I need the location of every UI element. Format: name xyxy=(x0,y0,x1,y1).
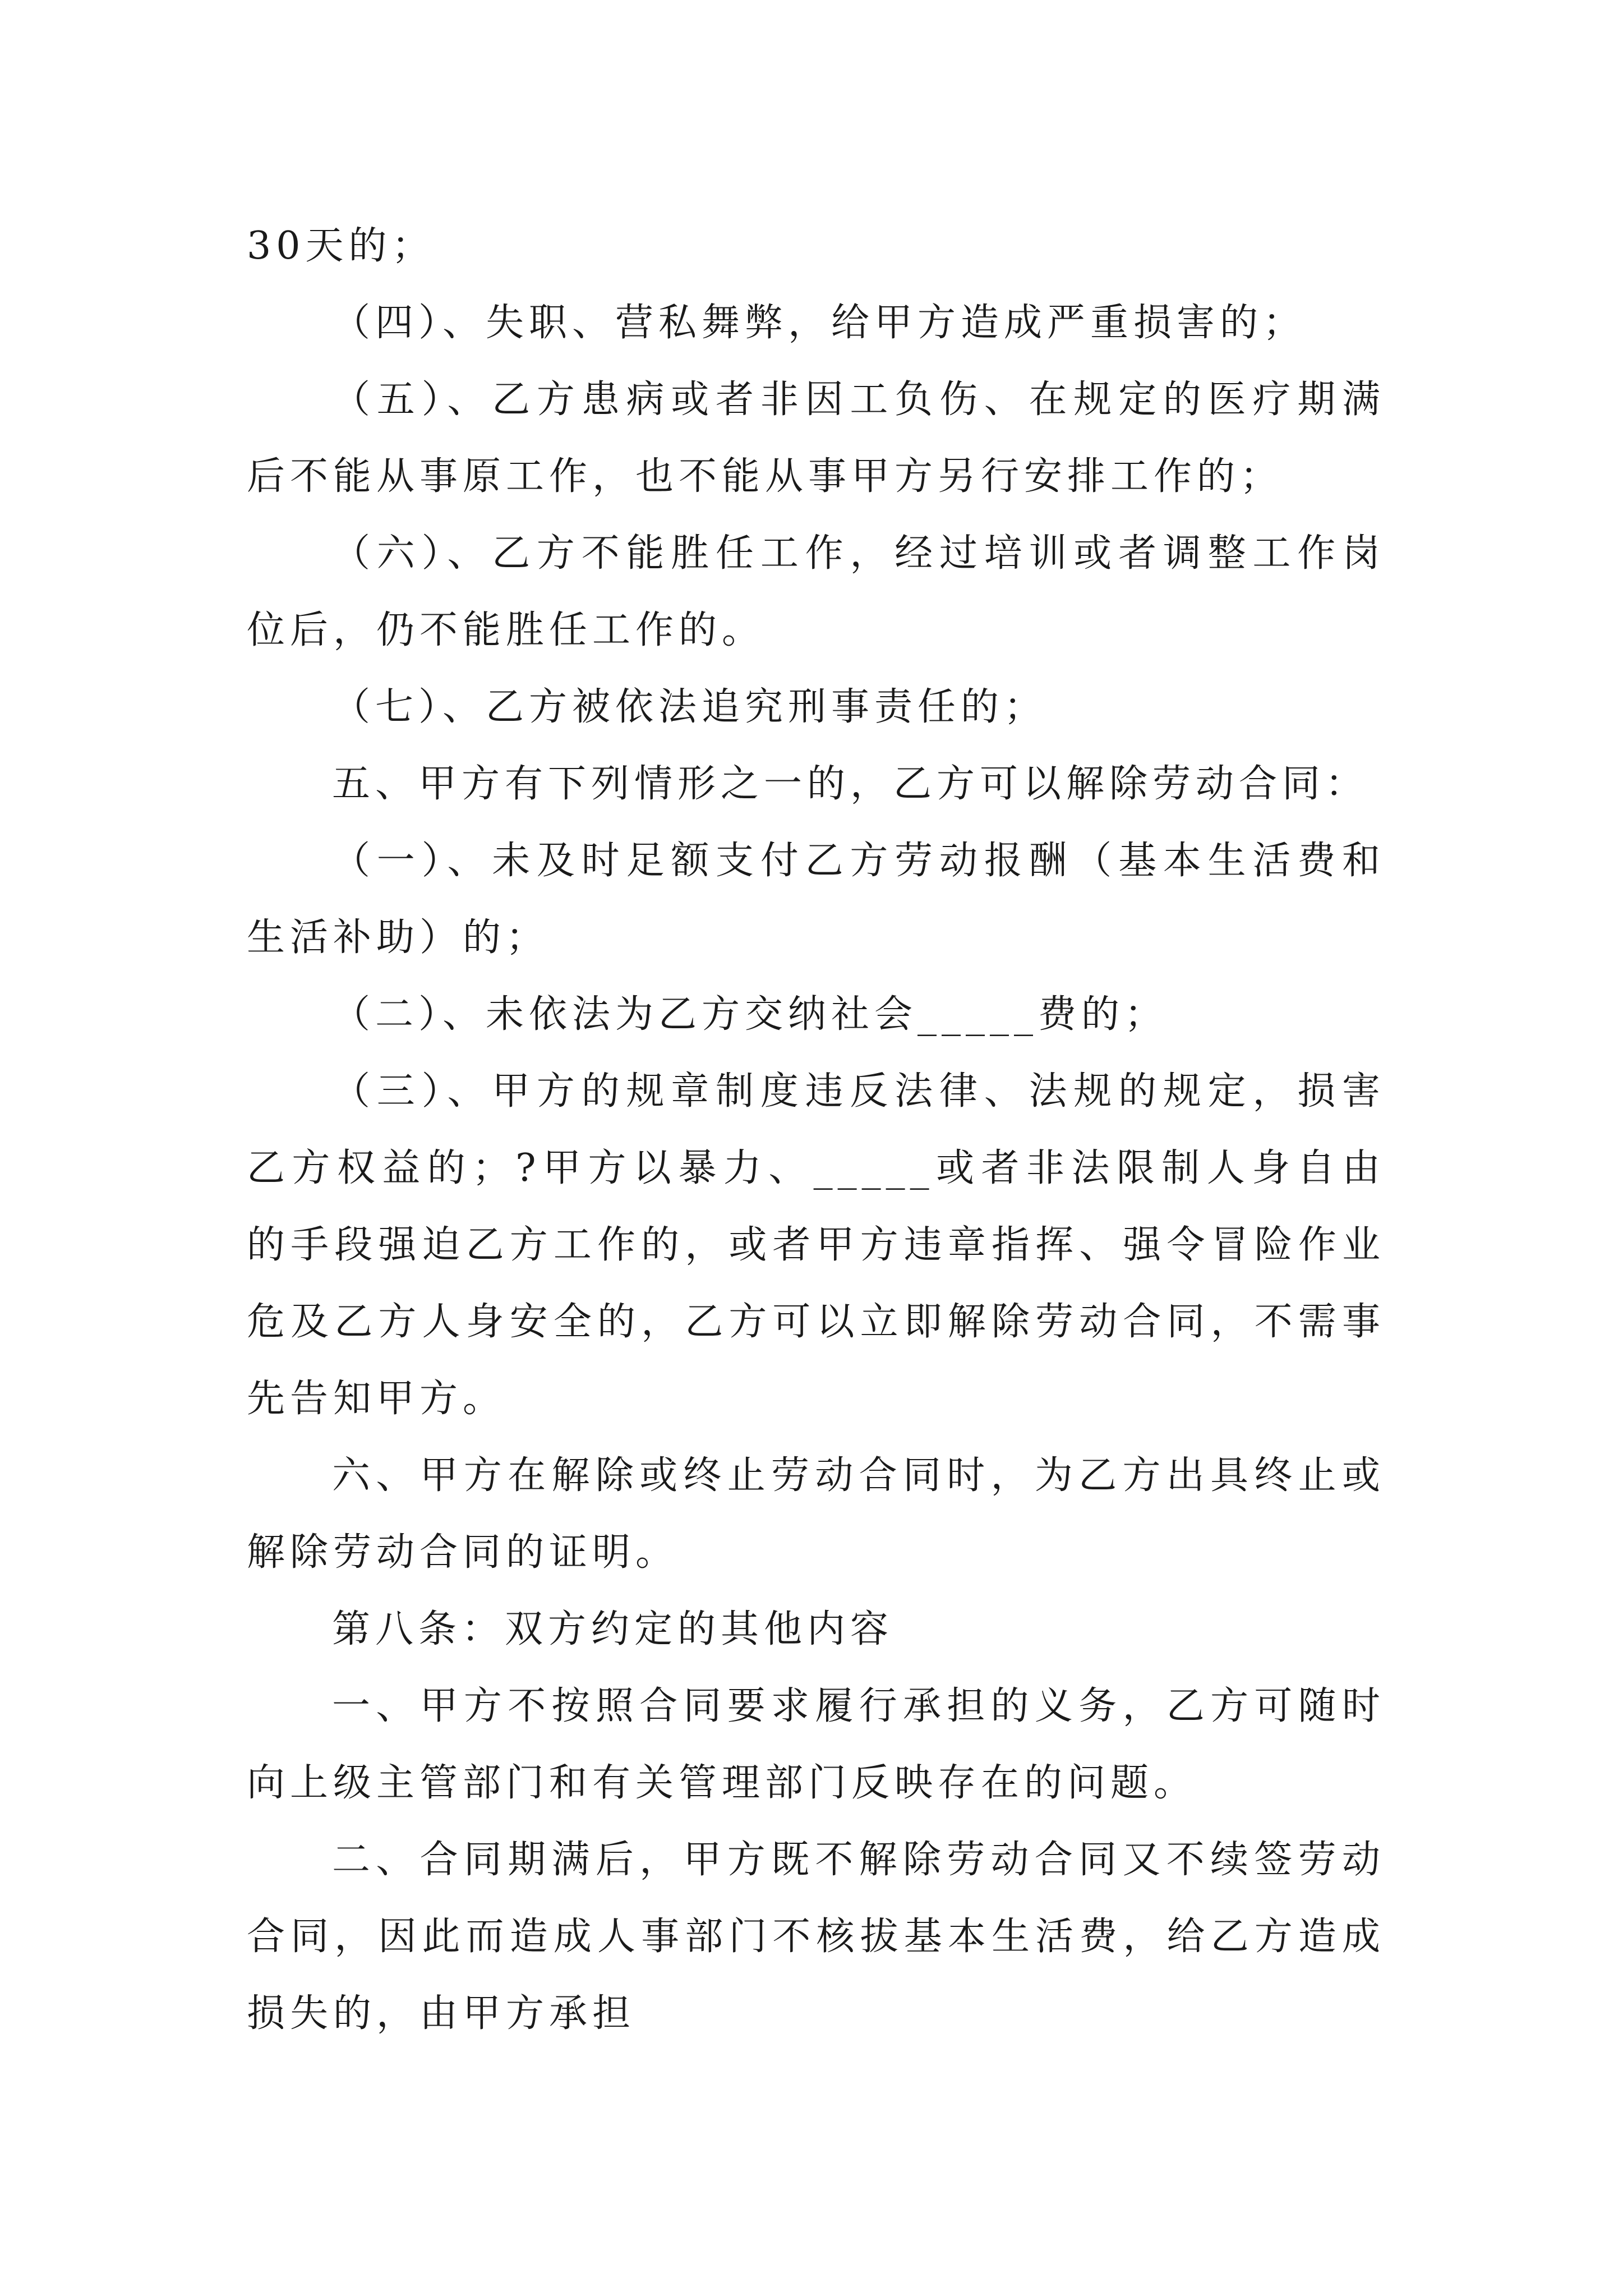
paragraph-continuation: 30天的； xyxy=(247,224,435,268)
paragraph-item-4: （四）、失职、营私舞弊，给甲方造成严重损害的； xyxy=(332,301,1307,345)
paragraph-item-5: （五）、乙方患病或者非因工负伤、在规定的医疗期满后不能从事原工作，也不能从事甲方另行安排工作的； xyxy=(247,378,1385,499)
document-body xyxy=(247,208,1385,2052)
paragraph-subitem-1: （一）、未及时足额支付乙方劳动报酬（基本生活费和生活补助）的； xyxy=(247,839,1385,960)
paragraph-article-8-item-2: 二、合同期满后，甲方既不解除劳动合同又不续签劳动合同，因此而造成人事部门不核拔基本生活费，给乙方造成损失的，由甲方承担 xyxy=(247,1838,1385,2036)
paragraph-article-8-item-1: 一、甲方不按照合同要求履行承担的义务，乙方可随时向上级主管部门和有关管理部门反映存在的问题。 xyxy=(247,1684,1385,1805)
paragraph-section-6: 六、甲方在解除或终止劳动合同时，为乙方出具终止或解除劳动合同的证明。 xyxy=(247,1453,1385,1575)
paragraph-article-8-heading: 第八条：双方约定的其他内容 xyxy=(332,1607,894,1651)
paragraph-item-7: （七）、乙方被依法追究刑事责任的； xyxy=(332,685,1048,729)
paragraph-section-5: 五、甲方有下列情形之一的，乙方可以解除劳动合同： xyxy=(332,762,1369,806)
paragraph-subitem-2: （二）、未依法为乙方交纳社会_____费的； xyxy=(332,992,1168,1037)
paragraph-subitem-3: （三）、甲方的规章制度违反法律、法规的规定，损害乙方权益的；?甲方以暴力、_____或者非法限制人身自由的手段强迫乙方工作的，或者甲方违章指挥、强令冒险作业危及乙方人身安全的，乙方可以立即解除劳动合同，不需事先告知甲方。 xyxy=(247,1069,1385,1421)
paragraph-item-6: （六）、乙方不能胜任工作，经过培训或者调整工作岗位后，仍不能胜任工作的。 xyxy=(247,531,1385,652)
